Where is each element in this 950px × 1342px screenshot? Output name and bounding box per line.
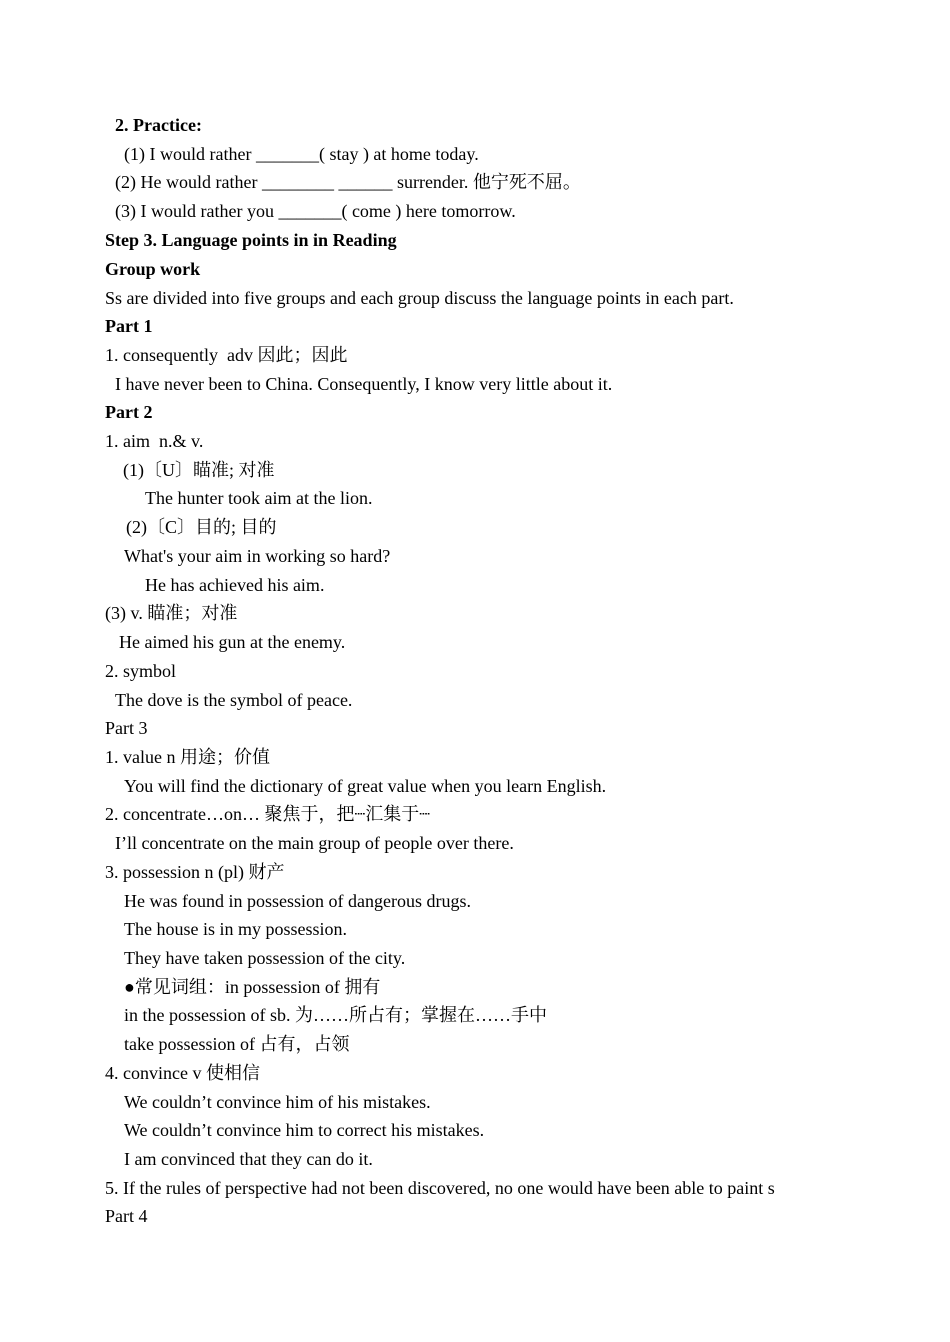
possession-phrase-2: in the possession of sb. 为……所占有；掌握在……手中 xyxy=(124,1005,547,1025)
aim-sense-3: (3) v. 瞄准；对准 xyxy=(105,603,238,623)
convince-entry: 4. convince v 使相信 xyxy=(105,1063,260,1083)
aim-entry: 1. aim n.& v. xyxy=(105,431,204,451)
convince-example-2: We couldn’t convince him to correct his mistakes. xyxy=(124,1120,485,1140)
aim-sense-3-example: He aimed his gun at the enemy. xyxy=(119,632,346,652)
part-4-heading: Part 4 xyxy=(105,1206,148,1226)
part-2-heading: Part 2 xyxy=(105,402,153,422)
practice-item-3: (3) I would rather you _______( come ) here tomorrow. xyxy=(115,201,516,221)
convince-example-1: We couldn’t convince him of his mistakes. xyxy=(124,1092,431,1112)
value-entry: 1. value n 用途；价值 xyxy=(105,747,270,767)
possession-example-1: He was found in possession of dangerous drugs. xyxy=(124,891,471,911)
part-1-heading: Part 1 xyxy=(105,316,153,336)
possession-entry: 3. possession n (pl) 财产 xyxy=(105,862,285,882)
group-work-heading: Group work xyxy=(105,259,201,279)
aim-sense-2-example-2: He has achieved his aim. xyxy=(145,575,325,595)
symbol-entry: 2. symbol xyxy=(105,661,177,681)
practice-item-2: (2) He would rather ________ ______ surrender. 他宁死不屈。 xyxy=(115,172,581,192)
possession-example-3: They have taken possession of the city. xyxy=(124,948,406,968)
value-example: You will find the dictionary of great value when you learn English. xyxy=(124,776,607,796)
aim-sense-2-example-1: What's your aim in working so hard? xyxy=(124,546,391,566)
consequently-example: I have never been to China. Consequently, I know very little about it. xyxy=(115,374,613,394)
group-work-instructions: Ss are divided into five groups and each group discuss the language points in each part. xyxy=(105,288,734,308)
aim-sense-1-example: The hunter took aim at the lion. xyxy=(145,488,373,508)
concentrate-entry: 2. concentrate…on… 聚焦于，把┈汇集于┈ xyxy=(105,804,431,824)
aim-sense-1: (1)〔U〕瞄准; 对准 xyxy=(123,460,275,480)
convince-example-3: I am convinced that they can do it. xyxy=(124,1149,373,1169)
aim-sense-2: (2)〔C〕目的; 目的 xyxy=(126,517,277,537)
practice-item-1: (1) I would rather _______( stay ) at home today. xyxy=(124,144,479,164)
possession-phrase-3: take possession of 占有，占领 xyxy=(124,1034,350,1054)
consequently-entry: 1. consequently adv 因此；因此 xyxy=(105,345,348,365)
symbol-example: The dove is the symbol of peace. xyxy=(115,690,353,710)
practice-heading: 2. Practice: xyxy=(115,115,202,135)
part-3-heading: Part 3 xyxy=(105,718,148,738)
possession-phrase-1: ●常见词组：in possession of 拥有 xyxy=(124,977,381,997)
perspective-sentence: 5. If the rules of perspective had not been discovered, no one would have been able to paint s xyxy=(105,1178,775,1198)
possession-example-2: The house is in my possession. xyxy=(124,919,347,939)
step-3-heading: Step 3. Language points in in Reading xyxy=(105,230,397,250)
concentrate-example: I’ll concentrate on the main group of people over there. xyxy=(115,833,514,853)
